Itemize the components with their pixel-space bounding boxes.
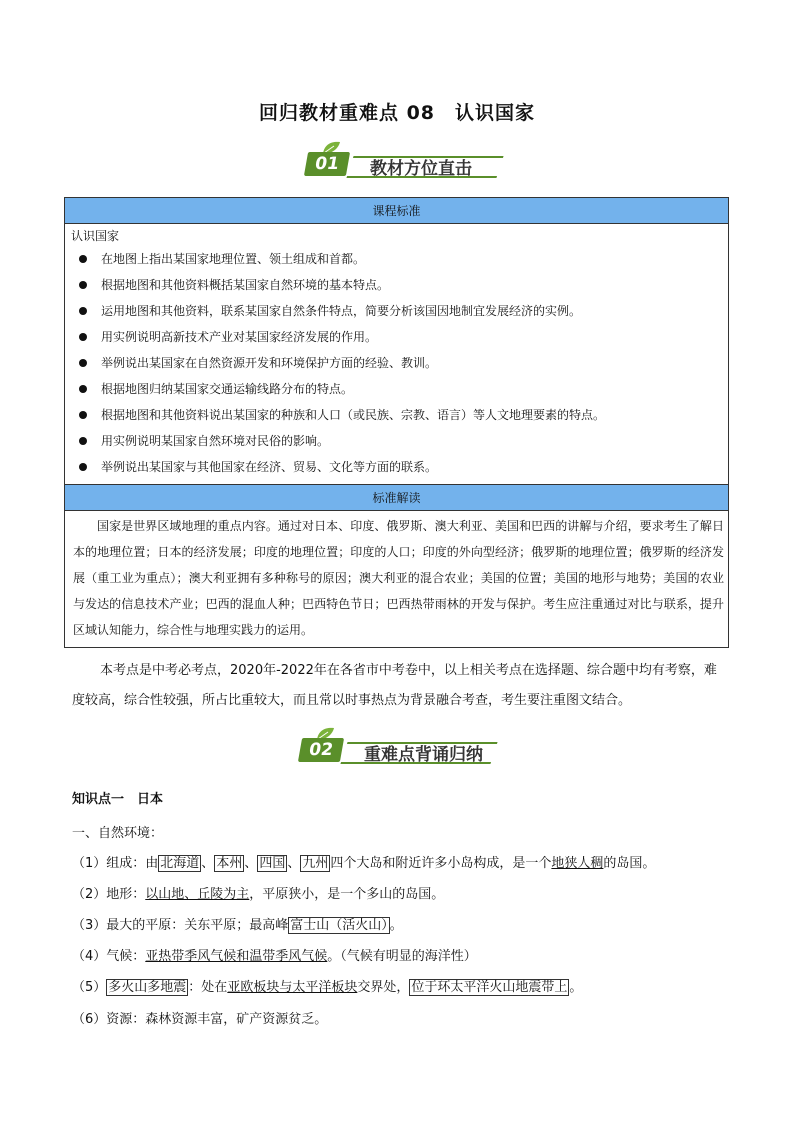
list-item: 根据地图和其他资料说出某国家的种族和人口（或民族、宗教、语言）等人文地理要素的特点。 [71,402,722,428]
bullet-icon [79,385,87,393]
list-item: 运用地图和其他资料，联系某国家自然条件特点，简要分析该国因地制宜发展经济的实例。 [71,298,722,324]
bullet-icon [79,411,87,419]
list-item: 根据地图和其他资料概括某国家自然环境的基本特点。 [71,272,722,298]
table-header-interpretation: 标准解读 [65,485,729,511]
bullet-icon [79,463,87,471]
standards-cell [65,224,729,485]
section-label: 教材方位直击 [370,159,472,179]
list-item: 根据地图归纳某国家交通运输线路分布的特点。 [71,376,722,402]
bullet-icon [79,359,87,367]
exam-note: 本考点是中考必考点，2020年-2022年在各省市中考卷中，以上相关考点在选择题、综合题中均有考察，难度较高，综合性较强，所占比重较大，而且常以时事热点为背景融合考查，考生要注重图文结合。 [72,663,717,708]
list-item: 用实例说明某国家自然环境对民俗的影响。 [71,428,722,454]
boxed-term: 四国 [259,856,286,871]
bullet-icon [79,281,87,289]
item-plain: （3）最大的平原：关东平原；最高峰 富士山（活火山） 。 [72,918,403,933]
boxed-term: 多火山多地震 [108,980,187,995]
underlined-term: 亚热带季风气候和温带季风气候 [145,949,328,964]
standards-intro: 认识国家 [71,229,120,243]
underlined-term: 以山地、丘陵为主 [145,887,250,902]
list-item: 举例说出某国家在自然资源开发和环境保护方面的经验、教训。 [71,350,722,376]
standards-list [71,246,722,480]
list-item: 用实例说明高新技术产业对某国家经济发展的作用。 [71,324,722,350]
boxed-term: 位于环太平洋火山地震带上 [411,980,568,995]
item-terrain: （2）地形：以山地、丘陵为主，平原狭小，是一个多山的岛国。 [72,887,445,902]
knowledge-point-heading: 知识点一 日本 [72,792,164,807]
item-composition: （1）组成：由 北海道 、 本州 、 四国 、 九州 四个大岛和附近许多小岛构成，是一个地狭人稠的岛国。 [72,856,656,871]
table-header-standards: 课程标准 [65,198,729,224]
interpretation-text: 国家是世界区域地理的重点内容。通过对日本、印度、俄罗斯、澳大利亚、美国和巴西的讲解与介绍，要求考生了解日本的地理位置；日本的经济发展；印度的地理位置；印度的人口；印度的外向型经济；俄罗斯的地理位置；俄罗斯的经济发展（重工业为重点）；澳大利亚拥有多种称号的原因；澳大利亚的混合农业；美国的位置；美国的地形与地势；美国的农业与发达的信息技术产业；巴西的混血人种；巴西特色节日；巴西热带雨林的开发与保护。考生应注重通过对比与联系，提升区域认知能力，综合性与地理实践力的运用。 [65,511,729,648]
list-item: 在地图上指出某国家地理位置、领土组成和首都。 [71,246,722,272]
boxed-term: 富士山（活火山） [290,918,388,933]
page-title: 回归教材重难点 08 认识国家 [258,102,536,124]
bullet-icon [79,437,87,445]
subheading-natural-environment: 一、自然环境： [72,826,164,841]
bullet-icon [79,255,87,263]
item-volcanoes: （5） 多火山多地震 ：处在亚欧板块与太平洋板块交界处， 位于环太平洋火山地震带上 。 [72,980,583,995]
section-number: 02 [298,738,344,762]
list-item: 举例说出某国家与其他国家在经济、贸易、文化等方面的联系。 [71,454,722,480]
section-label: 重难点背诵归纳 [364,745,483,765]
section-banner-2 [294,726,504,765]
section-number: 01 [304,152,350,176]
boxed-term: 本州 [216,856,243,871]
boxed-term: 九州 [302,856,329,871]
item-resources: （6）资源：森林资源丰富，矿产资源贫乏。 [72,1012,328,1027]
underlined-term: 亚欧板块与太平洋板块 [227,980,358,995]
boxed-term: 北海道 [160,856,200,871]
item-climate: （4）气候：亚热带季风气候和温带季风气候。（气候有明显的海洋性） [72,949,477,964]
section-banner-1 [300,140,510,179]
underlined-term: 地狭人稠 [551,856,604,871]
bullet-icon [79,307,87,315]
bullet-icon [79,333,87,341]
curriculum-table [64,197,729,648]
